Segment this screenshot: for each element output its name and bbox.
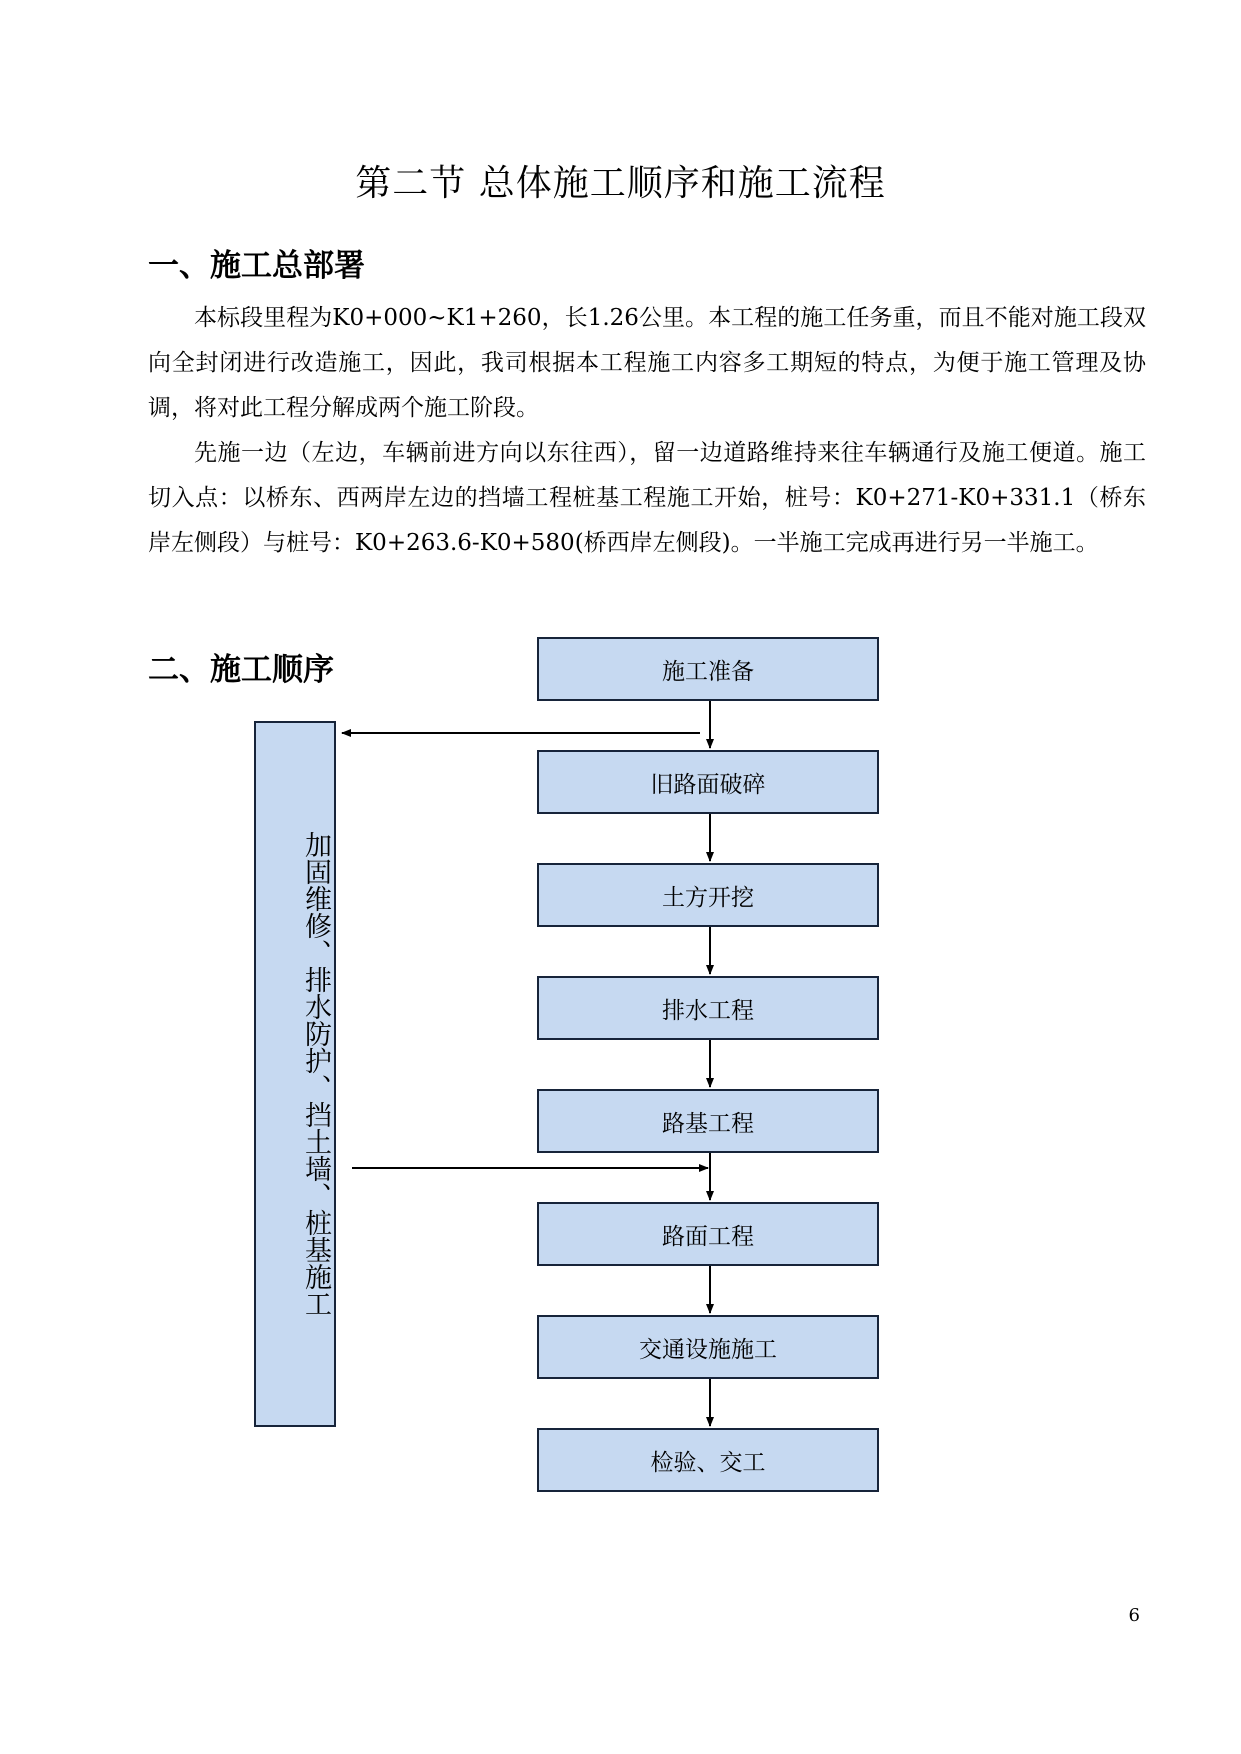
section-heading-deployment: 一、施工总部署 — [148, 248, 365, 284]
flow-step-preparation: 施工准备 — [537, 637, 879, 701]
flow-step-drainage: 排水工程 — [537, 976, 879, 1040]
page-number: 6 — [1128, 1605, 1140, 1626]
flow-step-inspection-handover: 检验、交工 — [537, 1428, 879, 1492]
flow-step-traffic-facilities: 交通设施施工 — [537, 1315, 879, 1379]
flow-step-pavement: 路面工程 — [537, 1202, 879, 1266]
flow-step-pavement-breaking: 旧路面破碎 — [537, 750, 879, 814]
paragraph: 先施一边（左边，车辆前进方向以东往西），留一边道路维持来往车辆通行及施工便道。施工切入点：以桥东、西两岸左边的挡墙工程桩基工程施工开始，桩号：K0+271-K0+331.1（桥东岸左侧段）与桩号：K0+263.6-K0+580(桥西岸左侧段)。一半施工完成再进行另一半施工。 — [148, 440, 1146, 556]
paragraph: 本标段里程为K0+000~K1+260，长1.26公里。本工程的施工任务重，而且不能对施工段双向全封闭进行改造施工，因此，我司根据本工程施工内容多工期短的特点，为便于施工管理及协调，将对此工程分解成两个施工阶段。 — [148, 305, 1146, 421]
section-heading-sequence: 二、施工顺序 — [148, 652, 334, 688]
flow-step-subgrade: 路基工程 — [537, 1089, 879, 1153]
flow-step-earthwork: 土方开挖 — [537, 863, 879, 927]
side-task-label: 加固维修、排水防护、挡土墙、桩基施工 — [300, 831, 331, 1317]
page-title: 第二节 总体施工顺序和施工流程 — [355, 163, 886, 204]
